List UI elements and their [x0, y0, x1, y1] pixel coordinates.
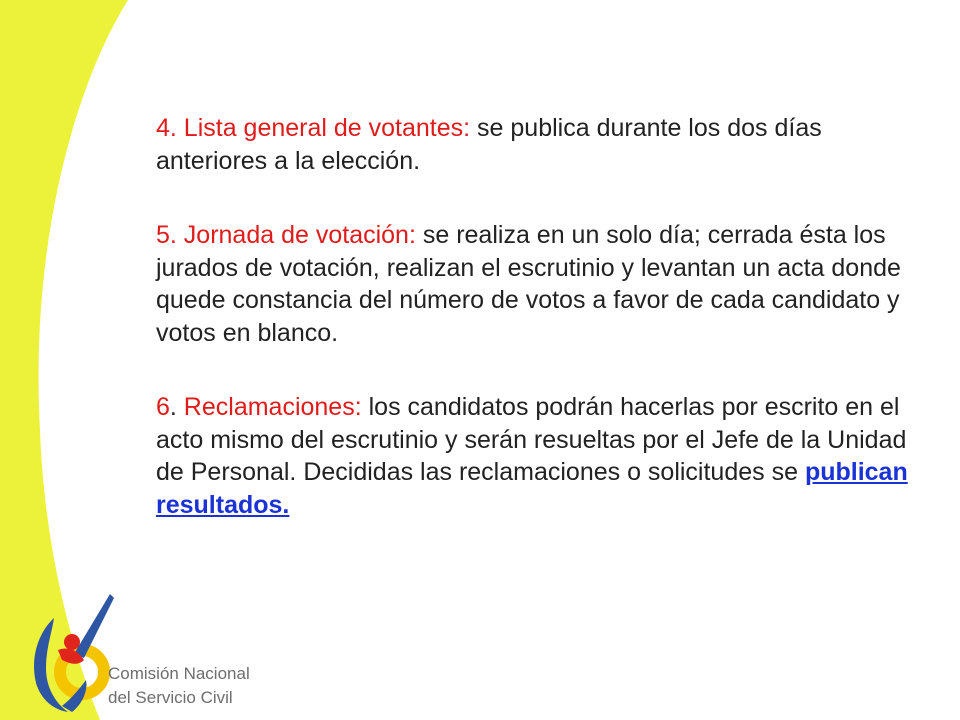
heading-jornada-votacion: 5. Jornada de votación: [156, 221, 416, 249]
heading-lista-general: 4. Lista general de votantes: [156, 114, 471, 142]
heading-number-reclamaciones: 6 [156, 393, 170, 421]
logo-line-1: Comisión Nacional [108, 664, 250, 683]
slide-body [156, 112, 916, 563]
link-publican-resultados[interactable]: publican resultados. [156, 458, 908, 519]
paragraph-jornada-votacion [156, 219, 916, 349]
text-lista-general: se publica durante los dos días anteriores a la elección. [156, 114, 822, 175]
text-jornada-votacion: se realiza en un solo día; cerrada ésta los jurados de votación, realizan el escrutinio y levantan un acta donde quede constancia del número de votos a favor de cada candidato y votos en blanco. [156, 221, 901, 347]
paragraph-lista-general [156, 112, 916, 177]
heading-dot-reclamaciones: . [169, 393, 177, 421]
heading-reclamaciones: Reclamaciones: [176, 393, 362, 421]
text-reclamaciones: los candidatos podrán hacerlas por escrito en el acto mismo del escrutinio y serán resueltas por el Jefe de la Unidad de Personal. Decididas las reclamaciones o solicitudes se [156, 393, 907, 486]
paragraph-reclamaciones [156, 391, 916, 521]
logo-wordmark [108, 662, 250, 710]
logo-line-2: del Servicio Civil [108, 688, 233, 707]
